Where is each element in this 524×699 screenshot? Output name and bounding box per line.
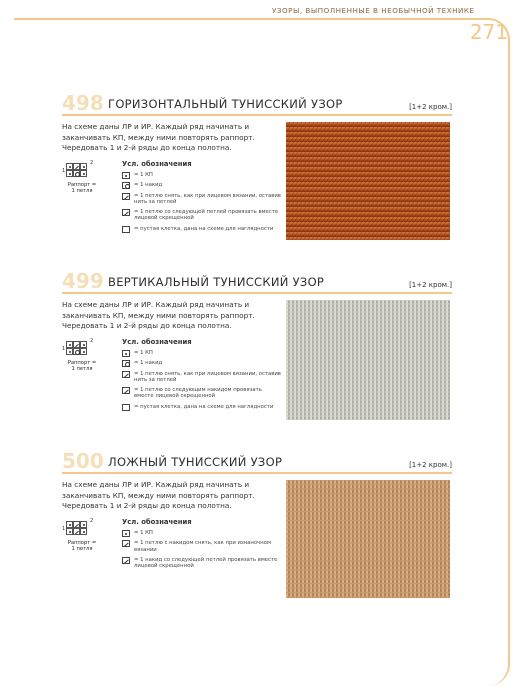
- pattern-title: ЛОЖНЫЙ ТУНИССКИЙ УЗОР: [108, 455, 283, 469]
- edge-stitch-note: [1+2 кром.]: [409, 461, 452, 469]
- pattern-description: На схеме даны ЛР и ИР. Каждый ряд начинать и заканчивать КП, между ними повторять раппорт. Чередовать 1 и 2-й ряды до конца полотна.: [62, 480, 255, 510]
- chart-cell: [73, 348, 80, 355]
- chart-cell: [73, 528, 80, 535]
- chart-cell: [66, 163, 73, 170]
- chart-row-number: 2: [90, 160, 94, 166]
- legend-title: Усл. обозначения: [122, 160, 192, 168]
- chart-cell: [73, 163, 80, 170]
- rapport-label: Раппорт = 1 петля: [67, 360, 97, 372]
- pattern-photo: [286, 300, 450, 420]
- pattern-title: ГОРИЗОНТАЛЬНЫЙ ТУНИССКИЙ УЗОР: [108, 97, 343, 111]
- legend-item: = 1 КП: [122, 350, 282, 356]
- legend-item: = 1 петлю с накидом снять, как при изнаночном вязании: [122, 540, 282, 553]
- pattern-header: [62, 92, 452, 116]
- pattern-photo: [286, 480, 450, 598]
- empty-cell-icon: [122, 404, 130, 411]
- slip-stitch-icon: [122, 371, 130, 378]
- legend-item: = 1 накид со следующей петлей провязать вместе лицевой скрещенной: [122, 557, 282, 570]
- knit-together-icon: [122, 557, 130, 564]
- legend-item: = 1 петлю снять, как при лицевом вязании, оставив нить за петлей: [122, 193, 282, 206]
- slip-stitch-icon: [122, 193, 130, 200]
- knit-together-icon: [122, 209, 130, 216]
- empty-cell-icon: [122, 226, 130, 233]
- running-header: УЗОРЫ, ВЫПОЛНЕННЫЕ В НЕОБЫЧНОЙ ТЕХНИКЕ: [272, 6, 475, 15]
- legend-item: = 1 накид: [122, 182, 282, 188]
- edge-stitch-note: [1+2 кром.]: [409, 281, 452, 289]
- chart-row-number: 2: [90, 338, 94, 344]
- legend-item: = 1 петлю со следующей петлей провязать вместе лицевой скрещенной: [122, 209, 282, 222]
- pattern-498: [62, 91, 452, 232]
- stitch-chart: [62, 160, 118, 200]
- knit-stitch-icon: [122, 350, 130, 357]
- legend-item: = 1 накид: [122, 360, 282, 366]
- chart-row-number: 1: [62, 346, 66, 352]
- chart-cell: [66, 341, 73, 348]
- chart-cell: [80, 341, 87, 348]
- pattern-description: На схеме даны ЛР и ИР. Каждый ряд начинать и заканчивать КП, между ними повторять раппорт. Чередовать 1 и 2-й ряды до конца полотна.: [62, 122, 255, 152]
- legend: [122, 160, 282, 236]
- chart-cell: [66, 170, 73, 177]
- chart-cell: [73, 521, 80, 528]
- chart-cell: [73, 341, 80, 348]
- yarn-over-icon: [122, 182, 130, 189]
- chart-cell: [80, 521, 87, 528]
- page-number: 271: [469, 20, 508, 44]
- legend-item: = 1 петлю снять, как при лицевом вязании, оставив нить за петлей: [122, 371, 282, 384]
- yarn-over-icon: [122, 360, 130, 367]
- stitch-chart: [62, 338, 118, 378]
- edge-stitch-note: [1+2 кром.]: [409, 103, 452, 111]
- chart-row-number: 2: [90, 518, 94, 524]
- chart-cell: [66, 348, 73, 355]
- knit-stitch-icon: [122, 172, 130, 179]
- pattern-photo: [286, 122, 450, 240]
- rapport-label: Раппорт = 1 петля: [67, 182, 97, 194]
- knit-together-icon: [122, 387, 130, 394]
- legend-item: = пустая клетка, дана на схеме для наглядности: [122, 404, 282, 410]
- legend-item: = 1 КП: [122, 530, 282, 536]
- legend: [122, 338, 282, 414]
- pattern-number: 500: [62, 449, 104, 473]
- pattern-number: 499: [62, 269, 104, 293]
- chart-cell: [80, 170, 87, 177]
- legend-title: Усл. обозначения: [122, 338, 192, 346]
- pattern-499: [62, 269, 452, 410]
- pattern-header: [62, 450, 452, 474]
- rapport-label: Раппорт = 1 петля: [67, 540, 97, 552]
- legend-item: = 1 КП: [122, 172, 282, 178]
- pattern-500: [62, 449, 452, 570]
- chart-cell: [80, 163, 87, 170]
- chart-cell: [66, 521, 73, 528]
- pattern-header: [62, 270, 452, 294]
- pattern-title: ВЕРТИКАЛЬНЫЙ ТУНИССКИЙ УЗОР: [108, 275, 325, 289]
- chart-cell: [73, 170, 80, 177]
- stitch-chart: [62, 518, 118, 558]
- chart-row-number: 1: [62, 168, 66, 174]
- chart-cell: [80, 348, 87, 355]
- pattern-number: 498: [62, 91, 104, 115]
- legend-item: = пустая клетка, дана на схеме для наглядности: [122, 226, 282, 232]
- legend-title: Усл. обозначения: [122, 518, 192, 526]
- legend: [122, 518, 282, 573]
- chart-cell: [66, 528, 73, 535]
- chart-cell: [80, 528, 87, 535]
- slip-stitch-icon: [122, 540, 130, 547]
- knit-stitch-icon: [122, 530, 130, 537]
- chart-row-number: 1: [62, 526, 66, 532]
- legend-item: = 1 петлю со следующим накидом провязать вместе лицевой скрещенной: [122, 387, 282, 400]
- pattern-description: На схеме даны ЛР и ИР. Каждый ряд начинать и заканчивать КП, между ними повторять раппорт. Чередовать 1 и 2-й ряды до конца полотна.: [62, 300, 255, 330]
